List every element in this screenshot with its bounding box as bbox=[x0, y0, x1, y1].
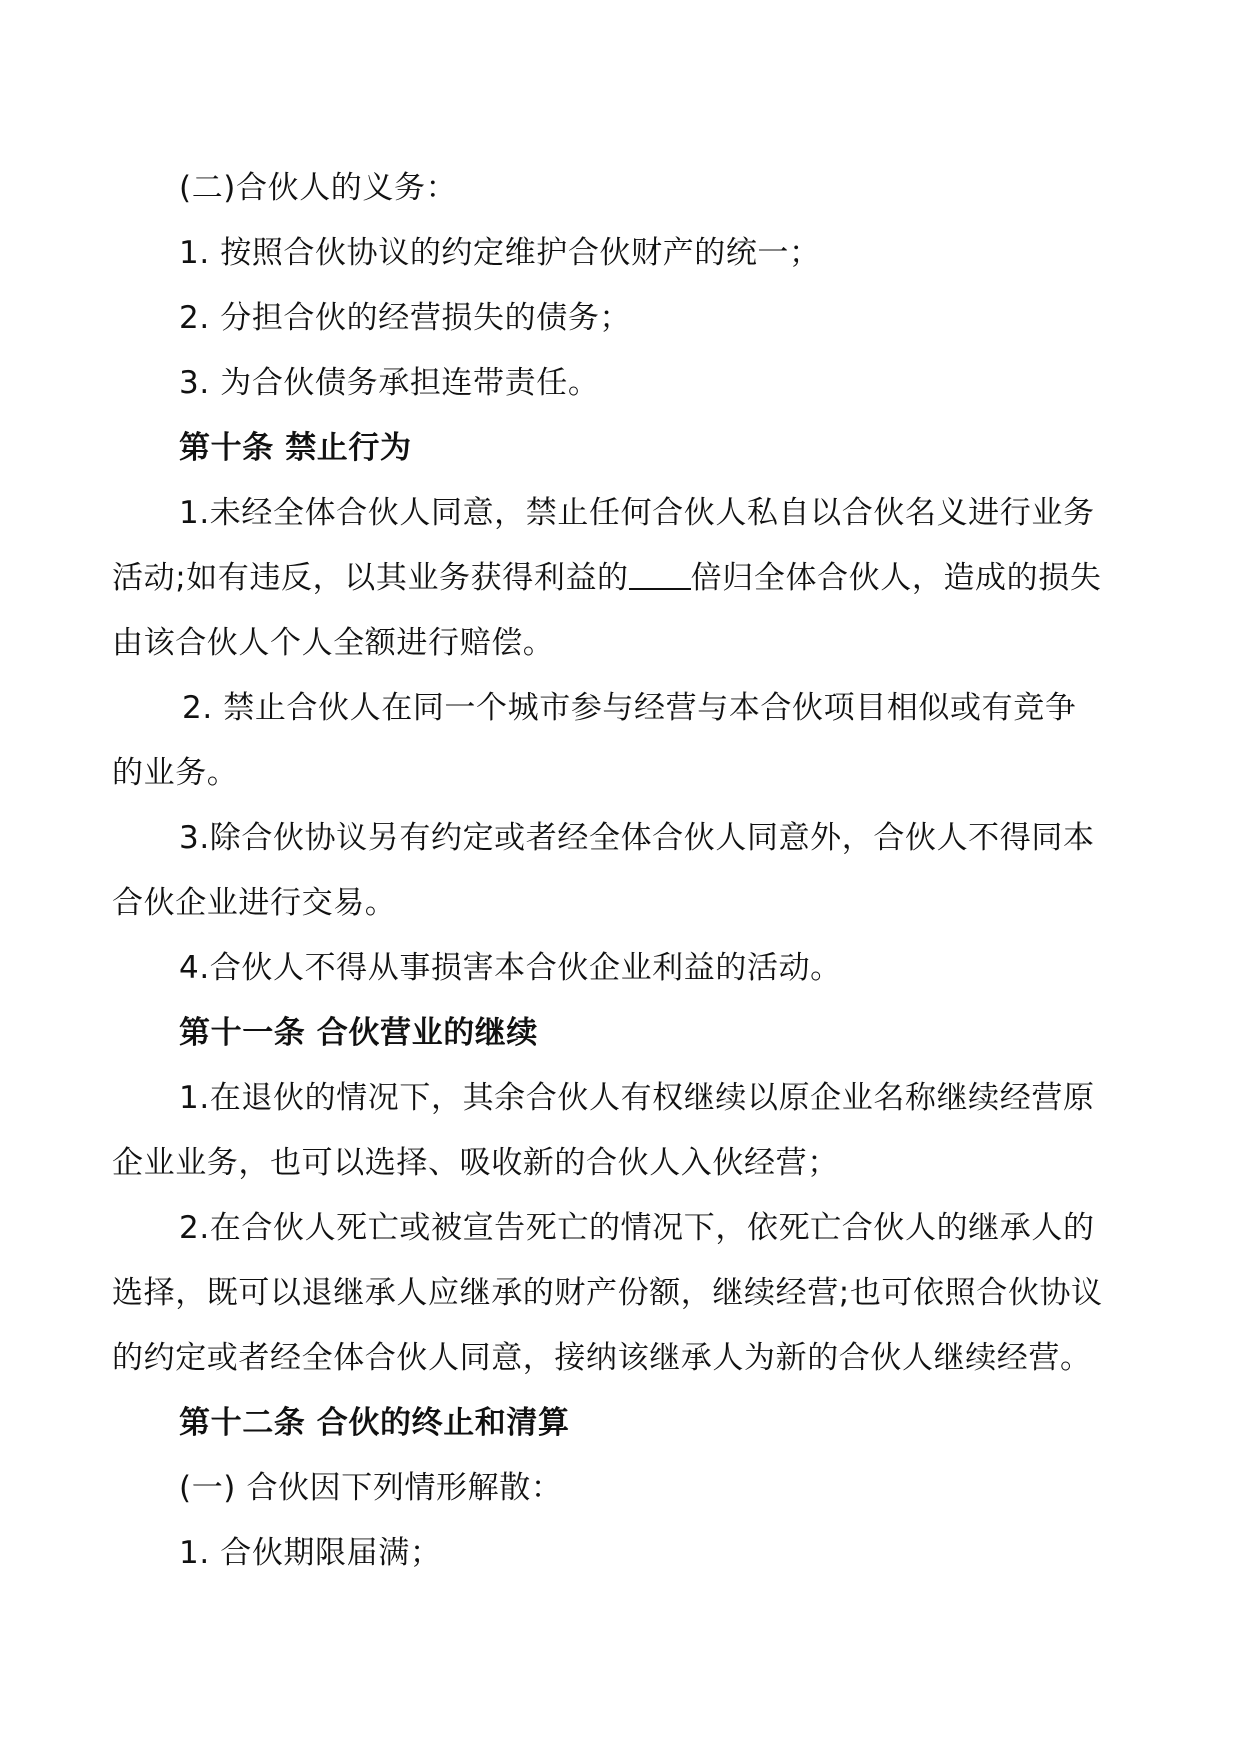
article-10-title: 第十条 禁止行为 bbox=[179, 430, 412, 466]
article-11-item-2-line-3: 的约定或者经全体合伙人同意，接纳该继承人为新的合伙人继续经营。 bbox=[112, 1340, 1092, 1376]
article-10-item-1 bbox=[112, 481, 1152, 676]
article-11-item-1 bbox=[112, 1066, 1152, 1196]
article-10-item-3-line-2: 合伙企业进行交易。 bbox=[112, 885, 397, 921]
article-10-item-3 bbox=[112, 806, 1152, 936]
article-10-item-1-line-2 bbox=[112, 546, 1152, 611]
article-11-item-1-line-2: 企业业务，也可以选择、吸收新的合伙人入伙经营； bbox=[112, 1145, 839, 1181]
article-10-item-1-line-1: 1.未经全体合伙人同意，禁止任何合伙人私自以合伙名义进行业务 bbox=[179, 495, 1095, 531]
article-12-item-1: 1. 合伙期限届满； bbox=[179, 1535, 442, 1571]
article-11-item-2 bbox=[112, 1196, 1152, 1391]
article-11-title: 第十一条 合伙营业的继续 bbox=[179, 1015, 538, 1051]
duty-item-3: 3. 为合伙债务承担连带责任。 bbox=[179, 365, 600, 401]
article-10-item-1-line-3: 由该合伙人个人全额进行赔偿。 bbox=[112, 625, 555, 661]
article-10-item-1-line-2-before: 活动;如有违反，以其业务获得利益的 bbox=[112, 560, 629, 596]
duties-heading: (二)合伙人的义务： bbox=[179, 170, 458, 206]
document-body bbox=[112, 156, 1152, 1586]
article-10-item-2-line-1: 2. 禁止合伙人在同一个城市参与经营与本合伙项目相似或有竞争 bbox=[182, 690, 1077, 726]
article-10-item-1-line-2-after: 倍归全体合伙人，造成的损失 bbox=[690, 560, 1102, 596]
article-12-sub-heading: (一) 合伙因下列情形解散： bbox=[179, 1470, 563, 1506]
article-10-item-2 bbox=[112, 676, 1152, 806]
article-10-item-4: 4.合伙人不得从事损害本合伙企业利益的活动。 bbox=[179, 950, 842, 986]
duty-item-1: 1. 按照合伙协议的约定维护合伙财产的统一； bbox=[179, 235, 821, 271]
article-11-item-2-line-1: 2.在合伙人死亡或被宣告死亡的情况下，依死亡合伙人的继承人的 bbox=[179, 1210, 1095, 1246]
multiplier-blank bbox=[629, 562, 691, 590]
article-11-item-1-line-1: 1.在退伙的情况下，其余合伙人有权继续以原企业名称继续经营原 bbox=[179, 1080, 1095, 1116]
duty-item-2: 2. 分担合伙的经营损失的债务； bbox=[179, 300, 632, 336]
article-10-item-3-line-1: 3.除合伙协议另有约定或者经全体合伙人同意外，合伙人不得同本 bbox=[179, 820, 1095, 856]
article-11-item-2-line-2: 选择，既可以退继承人应继承的财产份额，继续经营;也可依照合伙协议 bbox=[112, 1275, 1103, 1311]
article-12-title: 第十二条 合伙的终止和清算 bbox=[179, 1405, 570, 1441]
article-10-item-2-line-2: 的业务。 bbox=[112, 755, 239, 791]
